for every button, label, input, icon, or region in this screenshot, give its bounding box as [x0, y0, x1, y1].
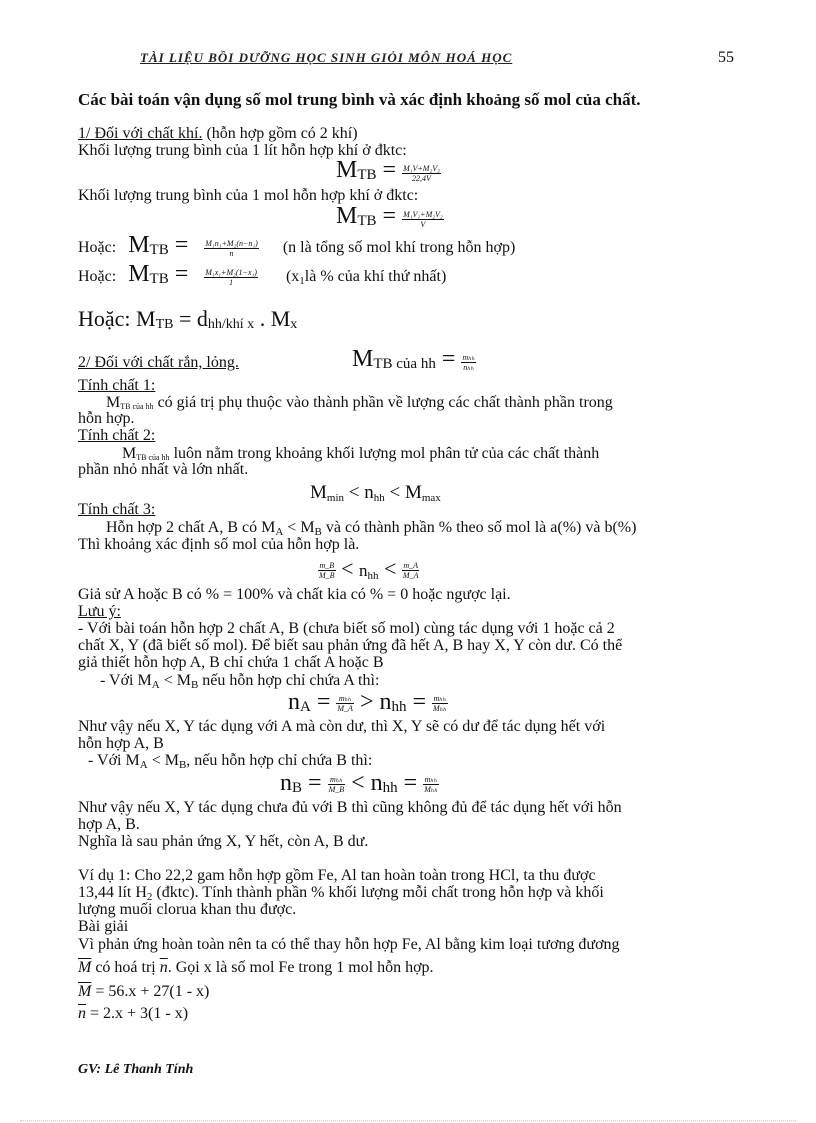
formula-2-eq: =	[376, 203, 403, 229]
ex-l2sub: 2	[146, 891, 153, 903]
f6-hsub: hh	[391, 699, 407, 715]
property-2-text-2: phần nhỏ nhất và lớn nhất.	[78, 461, 249, 478]
ineq2-lden: M_B	[319, 571, 335, 581]
note-line-3: giả thiết hỗn hợp A, B chỉ chứa 1 chất A hoặc B	[78, 654, 384, 671]
section-2-heading: 2/ Đối với chất rắn, lỏng.	[78, 354, 239, 371]
p3-sb: B	[314, 526, 322, 538]
formula-5-tail: . M	[254, 306, 291, 331]
note-line-6: hỗn hợp A, B	[78, 735, 164, 752]
formula-2	[336, 203, 444, 230]
formula-3-sub: TB	[149, 242, 169, 258]
formula-6-num: mₕₕ	[462, 352, 476, 362]
formula-2-m: M	[336, 203, 358, 229]
note-line-5: Như vậy nếu X, Y tác dụng với A mà còn dư, thì X, Y sẽ có dư để tác dụng hết với	[78, 718, 606, 735]
inequality-1	[310, 482, 441, 504]
example-line-7	[78, 984, 209, 1000]
f6-n: n	[288, 689, 300, 715]
property-1-text	[106, 395, 613, 415]
ineq1-c: < M	[384, 482, 422, 503]
formula-3-note: (n là tổng số mol khí trong hỗn hợp)	[282, 239, 516, 256]
f6-num: mₕₕ	[336, 694, 354, 704]
formula-1-fraction	[402, 164, 441, 183]
f7-hsub: hh	[382, 780, 398, 796]
note-line-10: Nghĩa là sau phản ứng X, Y hết, còn A, B dư.	[78, 833, 369, 850]
formula-4	[78, 261, 446, 289]
ex-l6-m: $\overline{M}$	[78, 959, 92, 976]
formula-3	[78, 232, 515, 259]
formula-4-note-b: là % của khí thứ nhất)	[304, 268, 447, 285]
formula-3-or: Hoặc:	[78, 239, 117, 256]
ex-l7-m: $\overline{M}$	[78, 983, 92, 1000]
formula-5-m: M	[136, 306, 156, 331]
ex-l6b: . Gọi x là số mol Fe trong 1 mol hỗn hợp.	[167, 959, 434, 976]
formula-4-num: M₁x₁+M₂(1−x₁)	[205, 267, 257, 277]
f7-fraction	[328, 775, 346, 794]
footer-author: GV: Lê Thanh Tính	[78, 1062, 194, 1077]
header-title: TÀI LIỆU BỒI DƯỠNG HỌC SINH GIỎI MÔN HOÁ HỌC	[140, 50, 513, 65]
formula-3-den: n	[229, 248, 234, 258]
note-line-9: hợp A, B.	[78, 816, 140, 833]
p2-text: luôn nằm trong khoảng khối lượng mol phân tử của các chất thành	[169, 445, 600, 462]
f7-num: mₕₕ	[328, 775, 346, 785]
p2-m: M	[122, 445, 137, 462]
formula-6-den: nₕₕ	[463, 362, 475, 372]
f7-eq2: =	[397, 770, 424, 796]
page-title: Các bài toán vận dụng số mol trung bình và xác định khoảng số mol của chất.	[78, 90, 641, 109]
formula-1-m: M	[336, 157, 358, 183]
property-3-heading: Tính chất 3:	[78, 501, 156, 518]
ineq1-csub: max	[421, 492, 441, 504]
page-number: 55	[718, 49, 734, 66]
formula-3-num: M₁n₁+M₂(n−n₁)	[205, 238, 258, 248]
formula-5-eq: = d	[173, 306, 208, 331]
formula-7	[288, 689, 448, 716]
example-line-8	[78, 1006, 188, 1022]
formula-4-den: 1	[229, 277, 234, 287]
f6-eq2: =	[406, 689, 433, 715]
p1-msub: TB của hh	[120, 402, 154, 411]
formula-2-num: M₁V₁+M₂V₂	[403, 209, 443, 219]
formula-5-dsub: hh/khí x	[207, 317, 255, 332]
property-1-text-2: hỗn hợp.	[78, 410, 135, 427]
formula-4-fraction	[204, 268, 258, 287]
f6-eq: =	[310, 689, 337, 715]
n7sb: B	[178, 759, 187, 771]
formula-6	[352, 346, 476, 373]
formula-5-lead: Hoặc:	[78, 306, 137, 331]
n4sb: B	[190, 679, 199, 691]
note-line-2: chất X, Y (đã biết số mol). Để biết sau phản ứng đã hết A, B hay X, Y còn dư. Có thể	[78, 637, 623, 654]
f7-den2: Mₕₕ	[424, 784, 438, 794]
ineq1-b: < n	[344, 482, 374, 503]
example-line-1: Ví dụ 1: Cho 22,2 gam hỗn hợp gồm Fe, Al tan hoàn toàn trong HCl, ta thu được	[78, 867, 596, 884]
f6-den: M_A	[337, 703, 353, 713]
ineq2-lt2: <	[378, 556, 402, 581]
ex-l6-n: $\overline{n}$	[159, 959, 168, 976]
n7c: , nếu hỗn hợp chỉ chứa B thì:	[186, 752, 373, 769]
formula-3-eq: =	[168, 232, 195, 258]
property-2-heading: Tính chất 2:	[78, 427, 156, 444]
formula-6-sub: TB của hh	[373, 356, 436, 372]
f6-num2: mₕₕ	[433, 693, 447, 703]
ineq2-lt: <	[335, 556, 359, 581]
p1-m: M	[106, 394, 121, 411]
formula-4-eq: =	[168, 261, 195, 287]
f7-eq: =	[302, 770, 328, 796]
assumption: Giả sử A hoặc B có % = 100% và chất kia có % = 0 hoặc ngược lại.	[78, 586, 511, 603]
formula-1-num: M₁V+M₂V₂	[403, 163, 440, 173]
n7b: < M	[147, 752, 179, 769]
formula-4-m: M	[128, 261, 150, 287]
formula-5-sub: TB	[155, 317, 174, 332]
section-1-heading-text: 1/ Đối với chất khí.	[78, 125, 203, 142]
example-line-3: lượng muối clorua khan thu được.	[78, 901, 297, 918]
f7-sub: B	[292, 780, 303, 796]
n4a: - Với M	[100, 672, 152, 689]
section-1-heading-note: (hỗn hợp gồm có 2 khí)	[202, 125, 358, 142]
formula-6-m: M	[352, 346, 374, 372]
f6-fraction-2	[432, 694, 448, 713]
ex-l6a: có hoá trị	[91, 959, 160, 976]
note-line-8: Như vậy nếu X, Y tác dụng chưa đủ với B thì cũng không đủ để tác dụng hết với hỗn	[78, 799, 622, 816]
inequality-2	[318, 556, 419, 582]
ineq2-nsub: hh	[367, 570, 379, 582]
formula-4-sub: TB	[149, 271, 169, 287]
example-line-5: Vì phản ứng hoàn toàn nên ta có thể thay hỗn hợp Fe, Al bằng kim loại tương đương	[78, 936, 620, 953]
formula-2-fraction	[402, 210, 444, 229]
s1-line-2: Khối lượng trung bình của 1 mol hỗn hợp khí ở đktc:	[78, 187, 419, 204]
ineq1-asub: min	[326, 492, 345, 504]
ex-l8-n: $\overline{n}$	[78, 1005, 86, 1022]
n4b: < M	[159, 672, 191, 689]
p3-text: Hỗn hợp 2 chất A, B có M	[106, 519, 276, 536]
ineq2-n: n	[358, 561, 368, 580]
p3-sa: A	[275, 526, 284, 538]
ineq2-rnum: m_A	[403, 561, 419, 571]
note-heading: Lưu ý:	[78, 603, 121, 620]
n4sa: A	[151, 679, 160, 691]
f6-gt: > n	[353, 689, 392, 715]
property-3-text-2: Thì khoảng xác định số mol của hỗn hợp là.	[78, 536, 360, 553]
ex-l2a: 13,44 lít H	[78, 884, 147, 901]
n7sa: A	[139, 759, 148, 771]
formula-1-sub: TB	[357, 167, 377, 183]
n4c: nếu hỗn hợp chỉ chứa A thì:	[198, 672, 380, 689]
ex-l7: = 56.x + 27(1 - x)	[91, 983, 210, 1000]
p1-text: có giá trị phụ thuộc vào thành phần về lượng các chất thành phần trong	[153, 394, 613, 411]
f6-sub: A	[300, 699, 311, 715]
formula-3-fraction	[204, 239, 259, 258]
example-line-6	[78, 960, 434, 976]
formula-4-note-a: (x	[285, 268, 300, 285]
example-line-4: Bài giải	[78, 918, 129, 935]
f7-den: M_B	[328, 784, 345, 794]
f7-lt: < n	[345, 770, 383, 796]
p2-msub: TB của hh	[136, 453, 170, 462]
formula-1-eq: =	[376, 157, 403, 183]
formula-5	[78, 306, 297, 333]
ineq2-right-fraction	[402, 561, 420, 580]
p3-tail: và có thành phần % theo số mol là a(%) và b(%)	[321, 519, 637, 536]
ineq2-lnum: m_B	[319, 561, 335, 571]
ineq1-bsub: hh	[373, 492, 385, 504]
f7-n: n	[280, 770, 292, 796]
page-bottom-divider	[20, 1120, 796, 1121]
formula-5-xsub: x	[290, 317, 298, 332]
note-line-1: - Với bài toán hỗn hợp 2 chất A, B (chưa biết số mol) cùng tác dụng với 1 hoặc cả 2	[78, 620, 615, 637]
formula-1-den: 22,4V	[412, 173, 431, 183]
f7-num2: mₕₕ	[424, 774, 438, 784]
formula-1	[336, 157, 441, 184]
formula-4-note	[286, 268, 446, 285]
formula-2-sub: TB	[357, 213, 377, 229]
f7-fraction-2	[423, 775, 439, 794]
formula-6-eq: =	[435, 346, 462, 372]
ex-l8: = 2.x + 3(1 - x)	[86, 1005, 189, 1022]
section-1-heading	[78, 126, 358, 142]
property-1-heading: Tính chất 1:	[78, 377, 156, 394]
s1-line-1: Khối lượng trung bình của 1 lít hỗn hợp khí ở đktc:	[78, 142, 407, 159]
f6-fraction	[336, 694, 354, 713]
formula-4-note-sub: 1	[299, 275, 305, 287]
formula-2-den: V	[420, 219, 426, 229]
n7a: - Với M	[88, 752, 140, 769]
f6-den2: Mₕₕ	[433, 703, 447, 713]
formula-4-or: Hoặc:	[78, 268, 117, 285]
p3-mid: < M	[283, 519, 315, 536]
formula-8	[280, 770, 439, 797]
formula-6-fraction	[461, 353, 476, 372]
ineq2-rden: M_A	[402, 571, 419, 581]
formula-3-m: M	[128, 232, 150, 258]
ineq1-a: M	[310, 482, 327, 503]
ineq2-left-fraction	[318, 561, 336, 580]
ex-l2b: (đktc). Tính thành phần % khối lượng mỗi chất trong hỗn hợp và khối	[152, 884, 604, 901]
